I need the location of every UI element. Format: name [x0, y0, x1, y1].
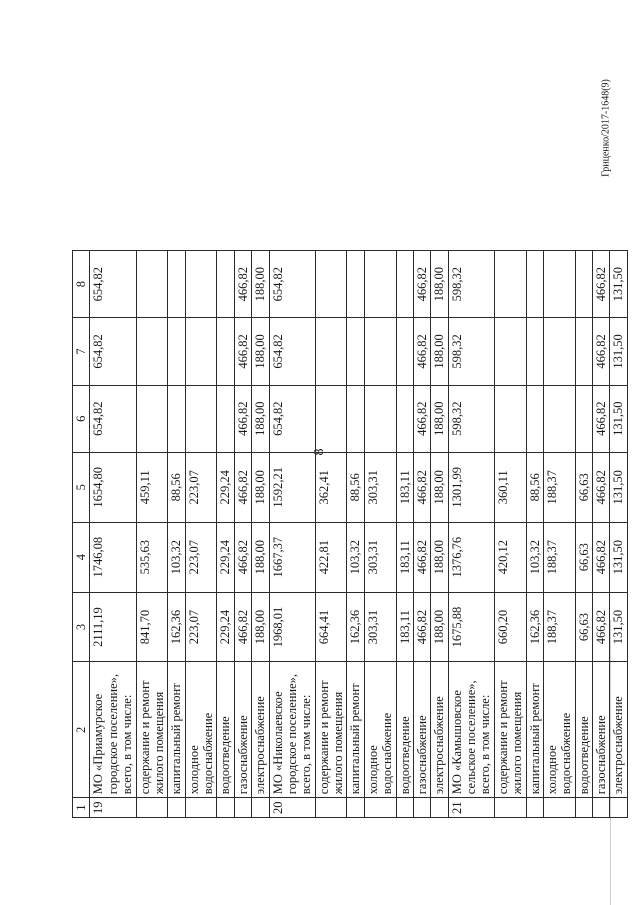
- row-label-cell: МО «Николаевское городское поселение», всего, в том числе:: [269, 662, 315, 798]
- value-cell: 422,81: [315, 522, 347, 592]
- value-cell: 66,63: [575, 592, 592, 662]
- value-cell: 420,12: [494, 522, 526, 592]
- value-cell: 466,82: [234, 318, 251, 385]
- row-label-cell: холодное водоснабжение: [364, 662, 396, 798]
- row-label-cell: содержание и ремонт жилого помещения: [315, 662, 347, 798]
- table-row: [526, 251, 543, 818]
- value-cell: 188,37: [543, 592, 575, 662]
- row-label-cell: МО «Приамурское городское поселение», всего, в том числе:: [90, 662, 136, 798]
- value-cell: 466,82: [234, 522, 251, 592]
- table-row: [136, 251, 168, 818]
- value-cell: 2111,19: [90, 592, 136, 662]
- value-cell: 466,82: [413, 452, 430, 522]
- value-cell: 654,82: [269, 251, 315, 318]
- tariff-table: [72, 250, 628, 818]
- value-cell: 183,11: [396, 592, 413, 662]
- row-index-cell: [610, 798, 627, 818]
- value-cell: 466,82: [234, 592, 251, 662]
- value-cell: [494, 251, 526, 318]
- value-cell: 188,37: [543, 452, 575, 522]
- col-header: 2: [73, 662, 90, 798]
- value-cell: 598,32: [448, 251, 494, 318]
- table-row: [364, 251, 396, 818]
- value-cell: 229,24: [217, 522, 234, 592]
- value-cell: [185, 251, 217, 318]
- row-label-cell: капитальный ремонт: [168, 662, 185, 798]
- row-label-cell: содержание и ремонт жилого помещения: [136, 662, 168, 798]
- value-cell: [494, 318, 526, 385]
- column-number-row: [73, 251, 90, 818]
- value-cell: 223,07: [185, 452, 217, 522]
- value-cell: 660,20: [494, 592, 526, 662]
- table-row: [396, 251, 413, 818]
- table-row: [185, 251, 217, 818]
- value-cell: 654,82: [90, 318, 136, 385]
- value-cell: 103,32: [168, 522, 185, 592]
- col-header: 6: [73, 385, 90, 452]
- row-label-cell: капитальный ремонт: [526, 662, 543, 798]
- value-cell: 131,50: [610, 251, 627, 318]
- value-cell: 188,00: [431, 592, 448, 662]
- col-header: 8: [73, 251, 90, 318]
- value-cell: 223,07: [185, 592, 217, 662]
- table-row: [494, 251, 526, 818]
- value-cell: 88,56: [347, 452, 364, 522]
- table-row: [315, 251, 347, 818]
- row-index-cell: [431, 798, 448, 818]
- table-row: [269, 251, 315, 818]
- value-cell: [494, 385, 526, 452]
- document-footer-code: Гриценко/2017-1648(9): [600, 79, 612, 177]
- value-cell: 466,82: [413, 592, 430, 662]
- value-cell: [543, 251, 575, 318]
- table-row: [252, 251, 269, 818]
- value-cell: [364, 251, 396, 318]
- value-cell: [526, 318, 543, 385]
- value-cell: 841,70: [136, 592, 168, 662]
- value-cell: [347, 385, 364, 452]
- value-cell: [347, 251, 364, 318]
- value-cell: 466,82: [413, 385, 430, 452]
- row-index-cell: [494, 798, 526, 818]
- row-label-cell: электроснабжение: [431, 662, 448, 798]
- value-cell: 654,82: [90, 251, 136, 318]
- row-label-cell: МО «Камышовское сельское поселение», всего, в том числе:: [448, 662, 494, 798]
- value-cell: 162,36: [347, 592, 364, 662]
- row-index-cell: [185, 798, 217, 818]
- col-header: 7: [73, 318, 90, 385]
- row-index-cell: 21: [448, 798, 494, 818]
- row-label-cell: газоснабжение: [413, 662, 430, 798]
- value-cell: [526, 385, 543, 452]
- value-cell: 466,82: [234, 385, 251, 452]
- row-index-cell: 20: [269, 798, 315, 818]
- value-cell: [396, 251, 413, 318]
- value-cell: 466,82: [413, 318, 430, 385]
- value-cell: 229,24: [217, 592, 234, 662]
- value-cell: 1654,80: [90, 452, 136, 522]
- value-cell: 131,50: [610, 452, 627, 522]
- value-cell: [315, 251, 347, 318]
- value-cell: 183,11: [396, 452, 413, 522]
- value-cell: [136, 385, 168, 452]
- value-cell: 1667,37: [269, 522, 315, 592]
- value-cell: 466,82: [593, 522, 610, 592]
- value-cell: 1746,08: [90, 522, 136, 592]
- value-cell: [575, 318, 592, 385]
- value-cell: [347, 318, 364, 385]
- value-cell: 103,32: [347, 522, 364, 592]
- value-cell: [364, 318, 396, 385]
- row-index-cell: [136, 798, 168, 818]
- table-row: [543, 251, 575, 818]
- value-cell: [217, 385, 234, 452]
- value-cell: [168, 251, 185, 318]
- value-cell: 188,00: [431, 385, 448, 452]
- rotated-table-container: [72, 250, 628, 818]
- value-cell: [315, 318, 347, 385]
- value-cell: 466,82: [593, 592, 610, 662]
- value-cell: [575, 385, 592, 452]
- value-cell: 223,07: [185, 522, 217, 592]
- col-header: 1: [73, 798, 90, 818]
- value-cell: 1376,76: [448, 522, 494, 592]
- row-label-cell: газоснабжение: [593, 662, 610, 798]
- value-cell: 188,00: [431, 452, 448, 522]
- value-cell: [136, 318, 168, 385]
- row-index-cell: [252, 798, 269, 818]
- value-cell: 535,63: [136, 522, 168, 592]
- row-label-cell: электроснабжение: [252, 662, 269, 798]
- value-cell: [543, 385, 575, 452]
- value-cell: 598,32: [448, 385, 494, 452]
- row-index-cell: [168, 798, 185, 818]
- value-cell: 598,32: [448, 318, 494, 385]
- value-cell: 66,63: [575, 452, 592, 522]
- value-cell: 188,00: [252, 592, 269, 662]
- row-index-cell: [593, 798, 610, 818]
- value-cell: [185, 385, 217, 452]
- value-cell: 1675,88: [448, 592, 494, 662]
- value-cell: 1592,21: [269, 452, 315, 522]
- value-cell: [217, 251, 234, 318]
- row-index-cell: [396, 798, 413, 818]
- value-cell: 103,32: [526, 522, 543, 592]
- value-cell: [185, 318, 217, 385]
- value-cell: 654,82: [269, 318, 315, 385]
- value-cell: 654,82: [269, 385, 315, 452]
- value-cell: 466,82: [413, 251, 430, 318]
- row-index-cell: [347, 798, 364, 818]
- table-row: [217, 251, 234, 818]
- value-cell: [396, 318, 413, 385]
- col-header: 5: [73, 452, 90, 522]
- row-index-cell: [526, 798, 543, 818]
- row-label-cell: содержание и ремонт жилого помещения: [494, 662, 526, 798]
- value-cell: 131,50: [610, 318, 627, 385]
- value-cell: 188,37: [543, 522, 575, 592]
- value-cell: [543, 318, 575, 385]
- value-cell: 131,50: [610, 522, 627, 592]
- value-cell: 188,00: [252, 318, 269, 385]
- row-label-cell: электроснабжение: [610, 662, 627, 798]
- value-cell: 188,00: [431, 318, 448, 385]
- value-cell: 303,31: [364, 592, 396, 662]
- value-cell: 229,24: [217, 452, 234, 522]
- value-cell: 188,00: [431, 522, 448, 592]
- value-cell: 188,00: [252, 452, 269, 522]
- value-cell: 664,41: [315, 592, 347, 662]
- value-cell: 88,56: [168, 452, 185, 522]
- row-label-cell: водоотведение: [396, 662, 413, 798]
- table-row: [593, 251, 610, 818]
- row-index-cell: [413, 798, 430, 818]
- value-cell: [168, 318, 185, 385]
- value-cell: 466,82: [234, 452, 251, 522]
- value-cell: 466,82: [234, 251, 251, 318]
- row-index-cell: [234, 798, 251, 818]
- table-body: [90, 251, 627, 818]
- value-cell: [315, 385, 347, 452]
- value-cell: 162,36: [526, 592, 543, 662]
- row-index-cell: [575, 798, 592, 818]
- row-label-cell: холодное водоснабжение: [185, 662, 217, 798]
- table-row: [90, 251, 136, 818]
- row-label-cell: водоотведение: [575, 662, 592, 798]
- value-cell: 188,00: [252, 251, 269, 318]
- value-cell: 88,56: [526, 452, 543, 522]
- value-cell: 466,82: [593, 385, 610, 452]
- value-cell: 303,31: [364, 522, 396, 592]
- row-label-cell: газоснабжение: [234, 662, 251, 798]
- value-cell: 654,82: [90, 385, 136, 452]
- table-row: [431, 251, 448, 818]
- row-index-cell: [543, 798, 575, 818]
- row-label-cell: капитальный ремонт: [347, 662, 364, 798]
- row-index-cell: [217, 798, 234, 818]
- value-cell: 466,82: [593, 452, 610, 522]
- value-cell: [217, 318, 234, 385]
- value-cell: 131,50: [610, 385, 627, 452]
- value-cell: 1301,99: [448, 452, 494, 522]
- value-cell: 1968,01: [269, 592, 315, 662]
- value-cell: 459,11: [136, 452, 168, 522]
- value-cell: 188,00: [252, 385, 269, 452]
- value-cell: [364, 385, 396, 452]
- row-index-cell: [364, 798, 396, 818]
- table-row: [234, 251, 251, 818]
- value-cell: 188,00: [252, 522, 269, 592]
- row-label-cell: водоотведение: [217, 662, 234, 798]
- col-header: 3: [73, 592, 90, 662]
- table-row: [168, 251, 185, 818]
- value-cell: [396, 385, 413, 452]
- value-cell: 360,11: [494, 452, 526, 522]
- table-row: [610, 251, 627, 818]
- table-row: [347, 251, 364, 818]
- table-row: [413, 251, 430, 818]
- value-cell: [168, 385, 185, 452]
- value-cell: [526, 251, 543, 318]
- value-cell: 362,41: [315, 452, 347, 522]
- col-header: 4: [73, 522, 90, 592]
- value-cell: 466,82: [413, 522, 430, 592]
- value-cell: 466,82: [593, 251, 610, 318]
- table-row: [575, 251, 592, 818]
- table-row: [448, 251, 494, 818]
- row-label-cell: холодное водоснабжение: [543, 662, 575, 798]
- value-cell: [136, 251, 168, 318]
- page-number: 8: [312, 448, 327, 456]
- value-cell: 303,31: [364, 452, 396, 522]
- value-cell: 188,00: [431, 251, 448, 318]
- row-index-cell: 19: [90, 798, 136, 818]
- row-index-cell: [315, 798, 347, 818]
- value-cell: [575, 251, 592, 318]
- value-cell: 66,63: [575, 522, 592, 592]
- value-cell: 162,36: [168, 592, 185, 662]
- value-cell: 131,50: [610, 592, 627, 662]
- value-cell: 466,82: [593, 318, 610, 385]
- value-cell: 183,11: [396, 522, 413, 592]
